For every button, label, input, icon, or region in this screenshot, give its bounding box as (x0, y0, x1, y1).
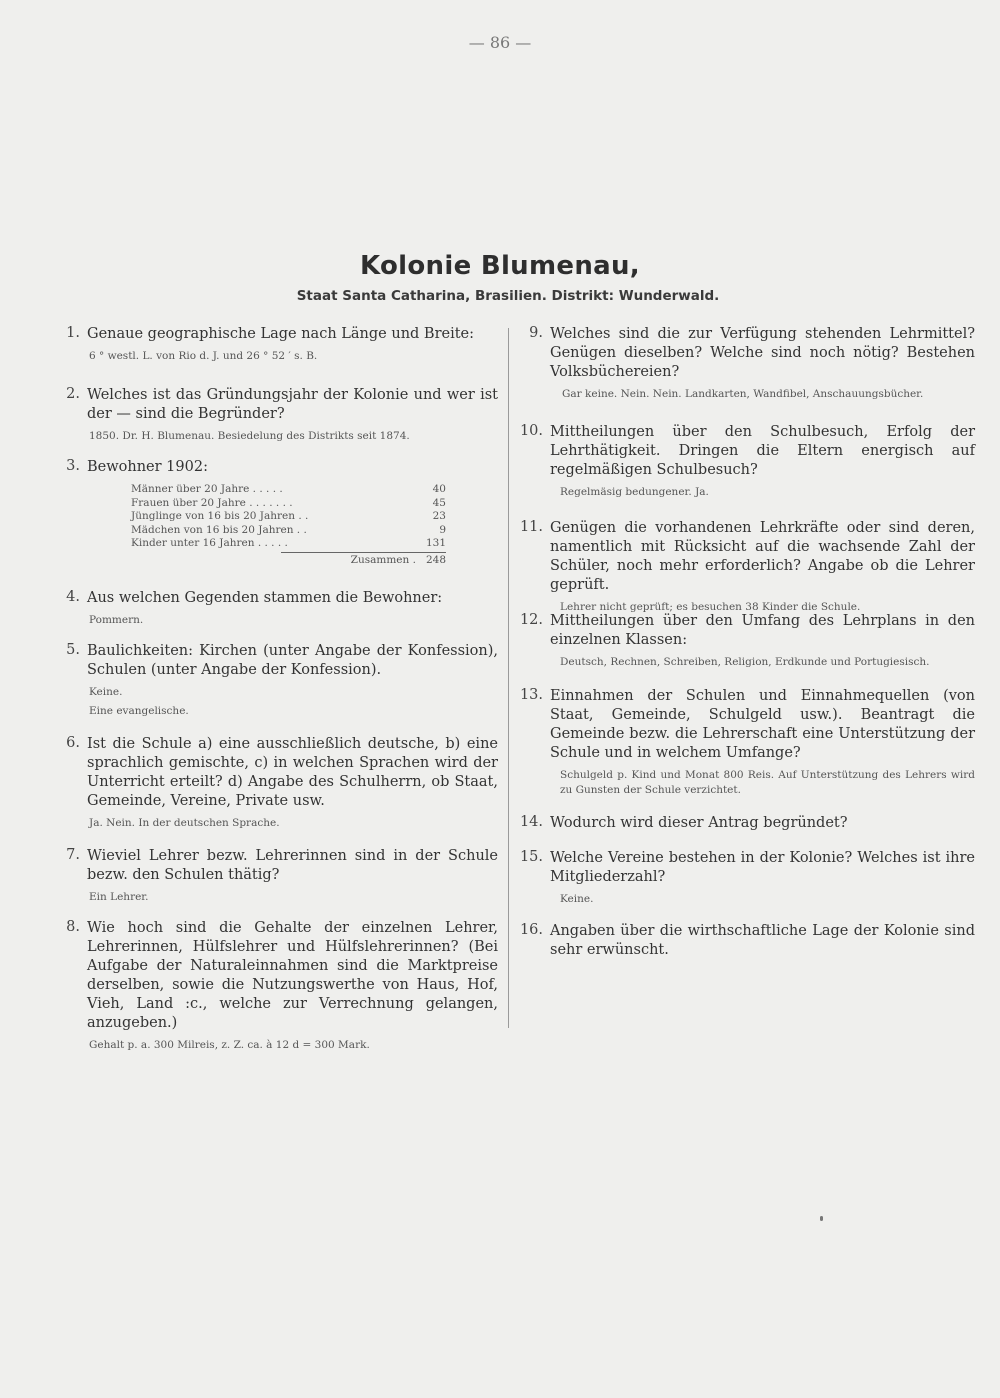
answer (89, 429, 498, 444)
question-text: Welches ist das Gründungsjahr der Kolonie und wer ist der — sind die Begründer? (87, 387, 498, 422)
population-value: 45 (432, 496, 446, 509)
answer (560, 768, 975, 798)
answer-line: Deutsch, Rechnen, Schreiben, Religion, Erdkunde und Portugiesisch. (560, 656, 930, 668)
population-sum-rule (281, 552, 446, 553)
question-1 (58, 325, 498, 386)
ink-spot (820, 1216, 823, 1221)
question-text: Wie hoch sind die Gehalte der einzelnen Lehrer, Lehrerinnen, Hülfslehrer und Hülfslehrerinnen? (Bei Aufgabe der Naturaleinnahmen sind die Marktpreise derselben, sowie die Nutzungswerthe von Haus, Hof, Vieh, Land :c., welche zur Verrechnung gelangen, anzugeben.) (87, 920, 498, 1031)
population-row (131, 497, 446, 511)
question-number: 11. (519, 519, 543, 535)
answer (89, 349, 498, 364)
answer-line: Keine. (560, 893, 594, 905)
answer (89, 1038, 498, 1053)
question-number: 10. (519, 423, 543, 439)
question-text: Aus welchen Gegenden stammen die Bewohner: (87, 590, 443, 606)
question-text: Welche Vereine bestehen in der Kolonie? Welches ist ihre Mitgliederzahl? (550, 850, 975, 885)
question-text: Baulichkeiten: Kirchen (unter Angabe der Konfession), Schulen (unter Angabe der Konfession). (87, 643, 498, 678)
question-5 (58, 642, 498, 735)
question-text: Bewohner 1902: (87, 459, 208, 475)
answer (89, 613, 498, 628)
question-text: Wodurch wird dieser Antrag begründet? (550, 815, 848, 831)
question-number: 4. (66, 589, 80, 605)
answer (89, 685, 498, 719)
question-11 (519, 519, 975, 612)
population-label: Männer über 20 Jahre . . . . . (131, 483, 283, 495)
population-value: 131 (425, 537, 446, 550)
answer-line: Keine. (89, 686, 123, 698)
question-14 (519, 814, 975, 849)
population-label: Mädchen von 16 bis 20 Jahren . . (131, 523, 307, 536)
question-number: 14. (519, 814, 543, 830)
question-number: 7. (66, 847, 80, 863)
question-6 (58, 735, 498, 847)
question-text: Genügen die vorhandenen Lehrkräfte oder sind deren, namentlich mit Rücksicht auf die wachsende Zahl der Schüler, noch mehr erforderlich? Angabe ob die Lehrer geprüft. (550, 520, 975, 593)
question-number: 13. (519, 687, 543, 703)
question-number: 3. (66, 458, 80, 474)
question-number: 15. (519, 849, 543, 865)
left-column (58, 325, 498, 1053)
answer (560, 485, 975, 500)
question-12 (519, 612, 975, 687)
answer-line: Pommern. (89, 614, 144, 626)
answer-line: Ein Lehrer. (89, 891, 149, 903)
answer-line: Schulgeld p. Kind und Monat 800 Reis. Auf Unterstützung des Lehrers wird zu Gunsten der Schule verzichtet. (560, 769, 975, 796)
answer-line: Lehrer nicht geprüft; es besuchen 38 Kinder die Schule. (560, 601, 861, 613)
population-row (131, 510, 446, 524)
page-number: — 86 — (468, 33, 532, 52)
question-number: 1. (66, 325, 80, 341)
answer (560, 655, 975, 670)
question-3 (58, 458, 498, 589)
population-value: 9 (439, 523, 446, 536)
question-number: 5. (66, 642, 80, 658)
question-number: 8. (66, 919, 80, 935)
population-total (131, 554, 446, 568)
question-text: Mittheilungen über den Umfang des Lehrplans in den einzelnen Klassen: (550, 613, 975, 648)
page-subtitle: Staat Santa Catharina, Brasilien. Distrikt: Wunderwald. (296, 288, 720, 304)
question-number: 12. (519, 612, 543, 628)
answer-line: 1850. Dr. H. Blumenau. Besiedelung des Distrikts seit 1874. (89, 430, 410, 442)
question-text: Angaben über die wirthschaftliche Lage der Kolonie sind sehr erwünscht. (550, 923, 975, 958)
answer (560, 892, 975, 907)
question-text: Genaue geographische Lage nach Länge und Breite: (87, 326, 475, 342)
answer-line: Gar keine. Nein. Nein. Landkarten, Wandfibel, Anschauungsbücher. (562, 388, 924, 400)
question-number: 9. (529, 325, 543, 341)
question-number: 2. (66, 386, 80, 402)
question-text: Welches sind die zur Verfügung stehenden Lehrmittel? Genügen dieselben? Welche sind noch nötig? Bestehen Volksbüchereien? (550, 326, 975, 380)
population-value: 40 (432, 483, 446, 495)
population-total-value: 248 (425, 553, 446, 566)
population-row (131, 537, 446, 551)
question-number: 16. (519, 922, 543, 938)
answer-line: Gehalt p. a. 300 Milreis, z. Z. ca. à 12 d = 300 Mark. (89, 1039, 370, 1051)
question-9 (519, 325, 975, 423)
question-13 (519, 687, 975, 814)
question-2 (58, 386, 498, 458)
population-label: Kinder unter 16 Jahren . . . . . (131, 537, 288, 550)
question-8 (58, 919, 498, 1053)
answer-line: Eine evangelische. (89, 705, 189, 717)
page-title: Kolonie Blumenau, (360, 251, 640, 281)
question-text: Mittheilungen über den Schulbesuch, Erfolg der Lehrthätigkeit. Dringen die Eltern energisch auf regelmäßigen Schulbesuch? (550, 424, 975, 478)
population-label: Jünglinge von 16 bis 20 Jahren . . (131, 510, 309, 523)
population-table (131, 483, 446, 568)
population-total-label: Zusammen . (350, 553, 416, 566)
population-row (131, 483, 446, 497)
question-number: 6. (66, 735, 80, 751)
answer (562, 387, 975, 402)
question-text: Wieviel Lehrer bezw. Lehrerinnen sind in der Schule bezw. den Schulen thätig? (87, 848, 498, 883)
answer (89, 890, 498, 905)
answer-line: Ja. Nein. In der deutschen Sprache. (89, 817, 280, 829)
answer-line: 6 ° westl. L. von Rio d. J. und 26 ° 52 ′ s. B. (89, 350, 318, 362)
question-15 (519, 849, 975, 922)
population-label: Frauen über 20 Jahre . . . . . . . (131, 496, 293, 509)
right-column (519, 325, 975, 960)
population-value: 23 (432, 510, 446, 523)
question-text: Ist die Schule a) eine ausschließlich deutsche, b) eine sprachlich gemischte, c) in welchen Sprachen wird der Unterricht erteilt? d) Angabe des Schulherrn, ob Staat, Gemeinde, Vereine, Private usw. (87, 736, 498, 809)
question-16 (519, 922, 975, 960)
population-row (131, 524, 446, 538)
question-text: Einnahmen der Schulen und Einnahmequellen (von Staat, Gemeinde, Schulgeld usw.). Beantragt die Gemeinde bezw. die Lehrerschaft eine Unterstützung der Schule und in welchem Umfange? (550, 688, 975, 761)
question-10 (519, 423, 975, 519)
answer (89, 816, 498, 831)
question-4 (58, 589, 498, 642)
column-divider (508, 328, 509, 1028)
answer-line: Regelmäsig bedungener. Ja. (560, 486, 709, 498)
question-7 (58, 847, 498, 919)
